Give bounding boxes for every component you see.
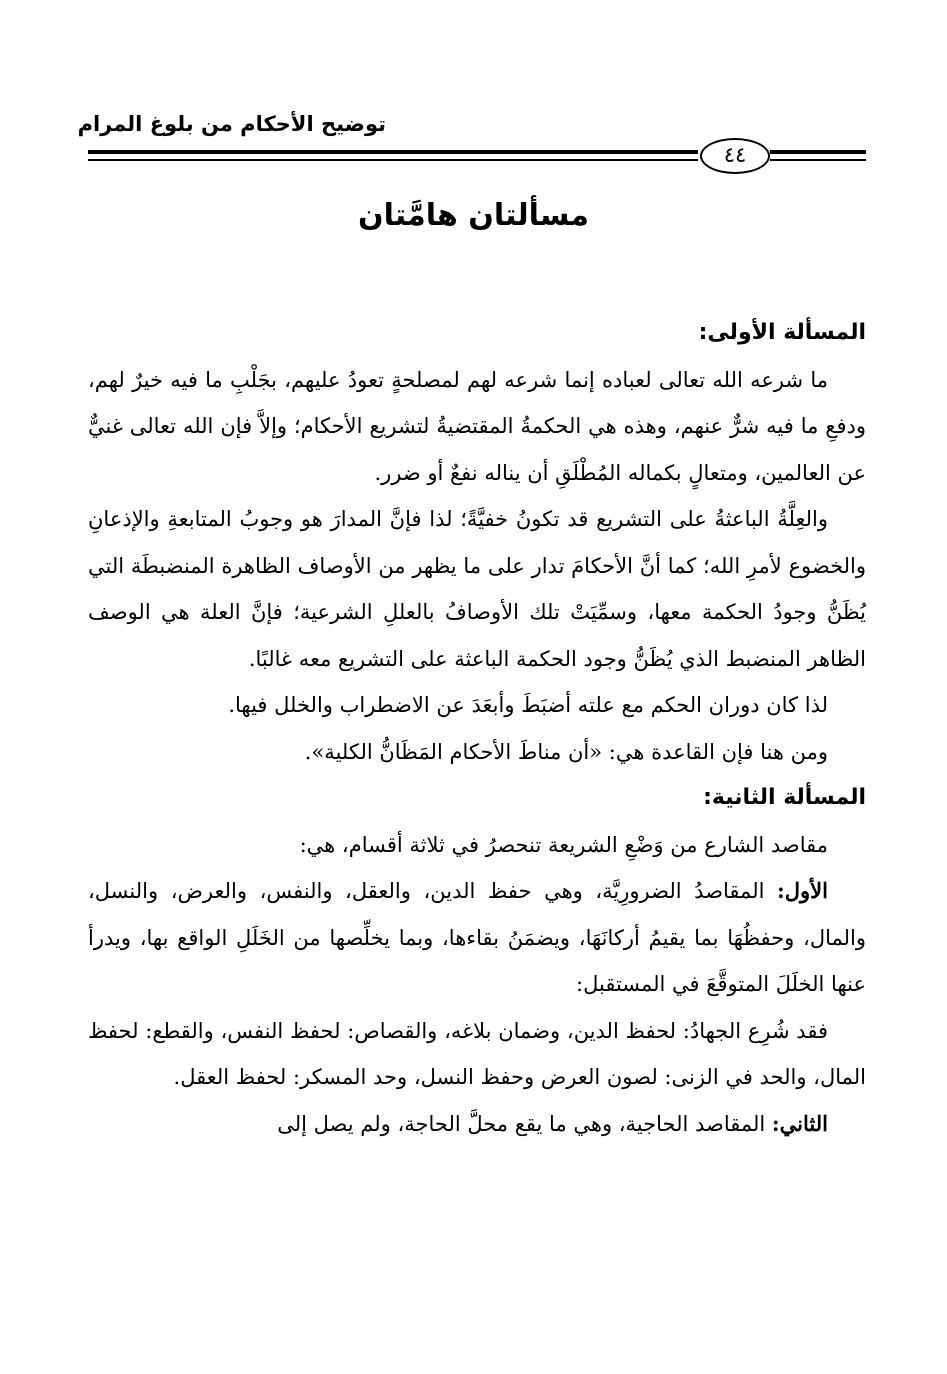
paragraph: ما شرعه الله تعالى لعباده إنما شرعه لهم لمصلحةٍ تعودُ عليهم، بجَلْبِ ما فيه خيرٌ لهم، ودفعِ ما فيه شرٌّ عنهم، وهذه هي الحكمةُ المقتضيةُ لتشريع الأحكام؛ وإلاَّ فإن الله تعالى غنيٌّ عن العالمين، ومتعالٍ بكماله المُطْلَقِ أن يناله نفعٌ أو ضرر. (88, 367, 866, 485)
header-rule-right-thin (770, 159, 866, 161)
paragraph-first-category (88, 868, 866, 1008)
page-header (77, 108, 866, 178)
paragraph: فقد شُرِع الجهادُ: لحفظ الدين، وضمان بلاغه، والقصاص: لحفظ النفس، والقطع: لحفظ المال، والحد في الزنى: لصون العرض وحفظ النسل، وحد المسكر: لحفظ العقل. (88, 1018, 866, 1089)
page-title: مسألتان هامَّتان (358, 198, 589, 233)
paragraph: ومن هنا فإن القاعدة هي: «أن مناطَ الأحكام المَظَانُّ الكلية». (304, 739, 828, 764)
page-number: ٤٤ (700, 138, 770, 174)
section-heading-first-issue: المسألة الأولى: (698, 320, 866, 345)
category-text: المقاصد الحاجية، وهي ما يقع محلَّ الحاجة، ولم يصل إلى (277, 1111, 772, 1136)
paragraph-second-category (88, 1101, 866, 1148)
book-title: توضيح الأحكام من بلوغ المرام (77, 112, 386, 136)
section-heading-second-issue: المسألة الثانية: (703, 785, 866, 810)
page-body (88, 310, 866, 1147)
header-rule-left-thin (88, 159, 698, 161)
category-label: الأول: (777, 878, 828, 903)
category-label: الثاني: (771, 1110, 828, 1136)
paragraph: لذا كان دوران الحكم مع علته أضبَطَ وأبعَدَ عن الاضطراب والخلل فيها. (228, 693, 828, 717)
paragraph: مقاصد الشارع من وَضْعِ الشريعة تنحصرُ في ثلاثة أقسام، هي: (299, 832, 828, 857)
header-rule-right-thick (770, 150, 866, 154)
category-text: المقاصدُ الضرورِيَّة، وهي حفظ الدين، والعقل، والنفس، والعرض، والنسل، والمال، وحفظُهَا بما يقيمُ أركانَهَا، ويضمَنُ بقاءها، وبما يخلِّصها من الخَلَلِ الواقع بها، ويدرأ عنها الخلَلَ المتوقَّعَ في المستقبل: (88, 879, 866, 996)
paragraph: والعِلَّةُ الباعثةُ على التشريع قد تكونُ خفيَّةً؛ لذا فإنَّ المدارَ هو وجوبُ المتابعةِ والإذعانِ والخضوع لأمرِ الله؛ كما أنَّ الأحكامَ تدار على ما يظهر من الأوصاف الظاهرة المنضبطَة التي يُظَنُّ وجودُ الحكمة معها، وسمِّيَتْ تلك الأوصافُ بالعللِ الشرعية؛ فإنَّ العلة هي الوصف الظاهر المنضبط الذي يُظَنُّ وجود الحكمة الباعثة على التشريع معه غالبًا. (88, 507, 866, 671)
header-rule-left-thick (88, 150, 698, 154)
